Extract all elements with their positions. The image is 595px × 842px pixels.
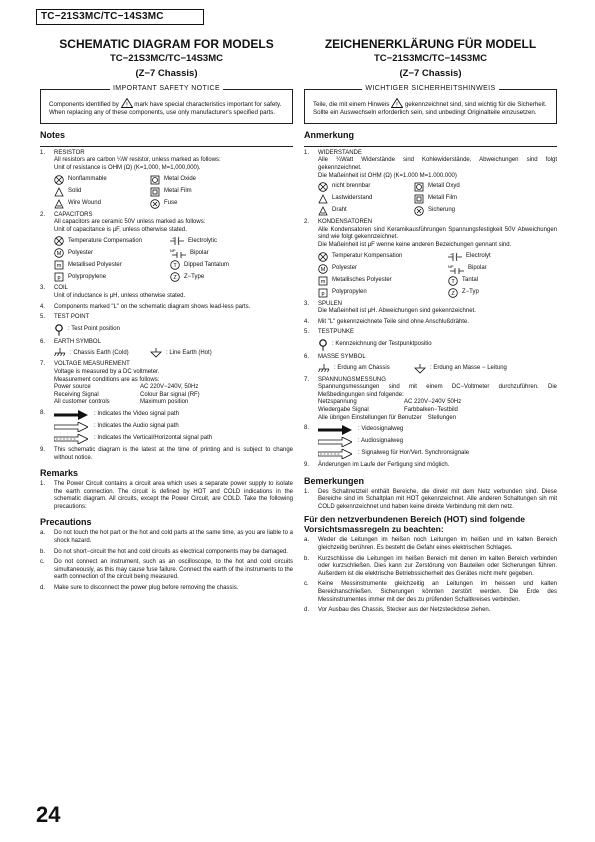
sync-path-arrow-icon (54, 434, 88, 444)
sync-path-arrow-icon (318, 449, 352, 459)
svg-text:Z: Z (451, 290, 455, 297)
notes-heading: Notes (40, 129, 66, 140)
remarks-heading: Remarks (40, 468, 79, 479)
safety-text-start: Components identified by (49, 101, 119, 108)
chassis-subtitle: (Z−7 Chassis) (135, 68, 198, 79)
svg-text:+: + (450, 251, 453, 257)
z-type-icon (448, 288, 458, 298)
video-path-arrow-icon (318, 425, 352, 435)
german-column (304, 38, 557, 615)
svg-text:p: p (57, 275, 61, 282)
svg-text:+: + (172, 236, 175, 241)
audio-path-arrow-icon (318, 437, 352, 447)
polypropylene-icon (318, 288, 328, 298)
precaution-item: b. Do not short−circuit the hot and cold circuits as electrical components may be damaged. (40, 548, 288, 555)
note-coil-de: 3. SPULEN Die Maßeinheit ist μH. Abweichungen sind gekennzeichnet. (304, 300, 476, 315)
solid-icon (54, 187, 64, 197)
note-signal-paths-de: 8. : Videosignalweg : Audiosignalweg : Signalweg für Hor/Vert. Synchronsignale (304, 425, 557, 459)
chassis-earth-icon (54, 348, 66, 358)
svg-text:m: m (56, 263, 62, 270)
metal-film-icon (150, 187, 160, 197)
remarks-heading-de: Bemerkungen (304, 475, 365, 486)
safety-text-end: mark have special characteristics important for safety. When replacing any of these components, use only manufacturer's specified parts. (49, 101, 282, 117)
svg-text:!: ! (125, 102, 128, 108)
page-title: SCHEMATIC DIAGRAM FOR MODELS (59, 37, 274, 51)
page-number: 24 (36, 802, 61, 827)
precaution-item: a. Weder die Leitungen im heißen noch Leitungen im heißen und im kalten Bereich gleichzeitig berühren. Es besteht die Gefahr eines elektrischen Schlages. (304, 537, 557, 552)
wire-wound-icon (54, 199, 64, 209)
note-voltage-measurement-de: 7. SPANNUNGSMESSUNG Spannungsmessungen sind mit einem DC−Voltmeter durchzuführen. Die Meßbedingungen sind folgende: Netzspannung AC 220V−240V 50Hz Wiedergabe Signal Farbbalken−Testbild Alle übrigen Einstellungen für Benutzer Stellungen (304, 376, 557, 421)
nonflammable-icon (318, 182, 328, 192)
chassis-earth-icon (318, 364, 330, 374)
svg-text:T: T (173, 263, 177, 270)
note-test-point: 5. TEST POINT : Test Point position (40, 314, 293, 336)
precaution-item: a. Do not touch the hot part or the hot and cold parts at the same time, as you are liable to a shock hazard. (40, 530, 293, 545)
note-test-point-de: 5. TESTPUNKE : Kennzeichnung der Testpunktpositio (304, 329, 557, 351)
remark-power-circuit-de: 1. Des Schaltnetzteil enthält Bereiche, die direkt mit dem Netz verbunden sind. Diese Bereiche sind im Schaltplan mit HOT gekennzeichnet. Alle anderen Schaltungen sih mit COLD gekennzeichnet und haben keine direkte Verbindung mit dem netz. (304, 488, 557, 510)
wire-wound-icon (318, 206, 328, 216)
models-subtitle-de: TC−21S3MC/TC−14S3MC (374, 53, 487, 64)
remark-power-circuit: 1. The Power Circuit contains a circuit area which uses a separate power supply to isolate the earth connection. The circuit is defined by HOT and COLD indications in the schematic diagram. All circuits, except the Power Circuit, are COLD. Take the following precautions: (40, 481, 293, 510)
note-earth-symbol: 6. EARTH SYMBOL : Chassis Earth (Cold) : Line Earth (Hot) (40, 339, 293, 359)
svg-text:Z: Z (173, 275, 177, 282)
polyester-icon (54, 248, 64, 258)
line-earth-icon (414, 364, 426, 374)
safety-notice-box (40, 85, 293, 124)
precaution-item: c. Keine Messinstrumente gleichzeitig an Leitungen im heissen und kalten Bereichanschließen. Sicherungen könnten zerstört werden. Die Erde des Messinstrumentes immer mit der des zu prüfenden Schaltkreises verbinden. (304, 581, 557, 603)
note-resistor: 1. RESISTOR All resistors are carbon ¼W resistor, unless marked as follows: Unit of resistance is OHM (Ω) (K=1,000, M=1,000,000). Nonflammable Metal Oxide Solid Metal Film Wire Wound Fuse (40, 150, 293, 209)
metallised-polyester-icon (54, 260, 64, 270)
note-capacitors-de: 2. KONDENSATOREN Alle Kondensatoren sind Keramikausführungen Spannungsfestigkeit 50V Abweichungen sind wie folgt gekennzeichnet. Die Maßeinheit ist μF wenne keine anderen Bezeichungen gennant sind. Temperatur Kompensation + Electrolyt M Polyester NP Bipolar m Metallisches Polyester T Tantal p Polypropylen Z Z−Typ (304, 219, 557, 297)
video-path-arrow-icon (54, 410, 88, 420)
dipped-tantalum-icon (170, 260, 180, 270)
note-earth-symbol-de: 6. MASSE SYMBOL : Erdung am Chassis : Erdung an Masse − Leitung (304, 354, 557, 374)
svg-text:M: M (56, 251, 62, 258)
warning-triangle-icon (121, 98, 133, 108)
notes-heading-de: Anmerkung (304, 129, 355, 140)
fuse-icon (150, 199, 160, 209)
note-signal-paths: 8. : Indicates the Video signal path : Indicates the Audio signal path : Indicates the Vertical/Horizontal signal path (40, 410, 293, 444)
svg-text:m: m (320, 278, 326, 285)
polyester-icon (318, 264, 328, 274)
svg-text:NP: NP (448, 263, 454, 269)
metal-film-icon (414, 194, 424, 204)
precaution-item: d. Make sure to disconnect the power plug before removing the chassis. (40, 585, 239, 592)
solid-icon (318, 194, 328, 204)
chassis-subtitle-de: (Z−7 Chassis) (399, 68, 462, 79)
precaution-item: b. Kurzschlüsse die Leitungen im heißen Bereich mit denen im kalten Bereich verbinden oder kurzschließen. Dies kann zur Zerstörung von Bauteilen oder Sicherungen führen. Außerdem ist die elektrische Betriebssicherheit des Gerätes nicht mehr gegeben. (304, 555, 557, 577)
resistor-title: RESISTOR (54, 149, 85, 156)
note-voltage-measurement: 7. VOLTAGE MEASUREMENT Voltage is measured by a DC voltmeter. Measurement conditions are as follows: Power source AC 220V−240V, 50Hz Receiving Signal Colour Bar signal (RF) All customer controls Maximum position (40, 361, 200, 406)
note-capacitors: 2. CAPACITORS All capacitors are ceramic 50V unless marked as follows: Unit of capacitance is μF, unless otherwise stated. Temperature Compensation + Electrolytic M Polyester NP Bipolar m Metallised Polyester T Dipped Tantalum p Polypropylene Z Z−Type (40, 211, 229, 282)
precautions-heading-de: Für den netzverbundenen Bereich (HOT) sind folgende Vorsichtsmassregeln zu beachten: (304, 514, 526, 534)
fuse-icon (414, 206, 424, 216)
safety-notice-title-de: WICHTIGER SICHERHEITSHINWEIS (362, 85, 498, 92)
test-point-icon (318, 339, 328, 351)
electrolytic-capacitor-icon (448, 252, 462, 262)
precaution-item: d. Vor Ausbau des Chassis, Stecker aus der Netzsteckdose ziehen. (304, 607, 491, 614)
english-column (40, 38, 293, 593)
nonflammable-icon (54, 175, 64, 185)
precautions-heading: Precautions (40, 517, 92, 528)
test-point-icon (54, 324, 64, 336)
note-leadless-de: 4. Mit "L" gekennzeichnete Teile sind ohne Anschlußdrähte. (304, 318, 469, 325)
note-changes-de: 9. Änderungen im Laufe der Fertigung sind möglich. (304, 462, 450, 469)
metallised-polyester-icon (318, 276, 328, 286)
electrolytic-capacitor-icon (170, 236, 184, 246)
divider (40, 146, 293, 147)
page-title-de: ZEICHENERKLÄRUNG FÜR MODELL (324, 37, 537, 51)
note-coil: 3. COIL Unit of inductance is μH, unless otherwise stated. (40, 285, 186, 299)
line-earth-icon (150, 348, 162, 358)
note-schematic-latest: 9. This schematic diagram is the latest at the time of printing and is subject to change without notice. (40, 446, 293, 461)
metal-oxide-icon (150, 175, 160, 185)
precaution-item: c. Do not connect an instrument, such as an oscilloscope, to the hot and cold circuits simultaneously, as this may cause fuse failure. Connect the earth of the instruments to the earth connection of the circuit being measured. (40, 559, 293, 581)
svg-text:T: T (451, 278, 455, 285)
divider (304, 146, 557, 147)
bipolar-capacitor-icon (448, 264, 464, 274)
model-tag: TC−21S3MC/TC−14S3MC (36, 9, 204, 25)
svg-text:p: p (321, 290, 325, 297)
note-resistor-de: 1. WIDERSTANDE Alle ¼Watt Widerstände sind Kohlewiderstände, Abweichungen sind folgt gekennzeichnet. Die Maßeinheit ist OHM (Ω) (K=1.000 M=1.000.000) nicht brennbar Metall Oxyd Lastwiderstand Metall Film Draht Sicherung (304, 150, 557, 216)
temperature-compensation-icon (318, 252, 328, 262)
svg-text:M: M (320, 266, 326, 273)
polypropylene-icon (54, 272, 64, 282)
note-leadless: 4. Components marked "L" on the schematic diagram shows lead-less parts. (40, 303, 251, 310)
z-type-icon (170, 272, 180, 282)
bipolar-capacitor-icon (170, 248, 186, 258)
safety-notice-title: IMPORTANT SAFETY NOTICE (110, 85, 223, 92)
svg-text:!: ! (396, 102, 398, 108)
audio-path-arrow-icon (54, 422, 88, 432)
svg-text:NP: NP (170, 248, 176, 254)
warning-triangle-icon (391, 98, 403, 108)
models-subtitle: TC−21S3MC/TC−14S3MC (110, 53, 223, 64)
dipped-tantalum-icon (448, 276, 458, 286)
temperature-compensation-icon (54, 236, 64, 246)
metal-oxide-icon (414, 182, 424, 192)
safety-notice-box-de: WICHTIGER SICHERHEITSHINWEIS Teile, die mit einem Hinweis ! gekennzeichnet sind, sind wichtig für die Sicherheit. Sollte ein Auswechseln erforderlich sein, sind unbedingt Originalteile einzusetzen. (304, 89, 557, 124)
